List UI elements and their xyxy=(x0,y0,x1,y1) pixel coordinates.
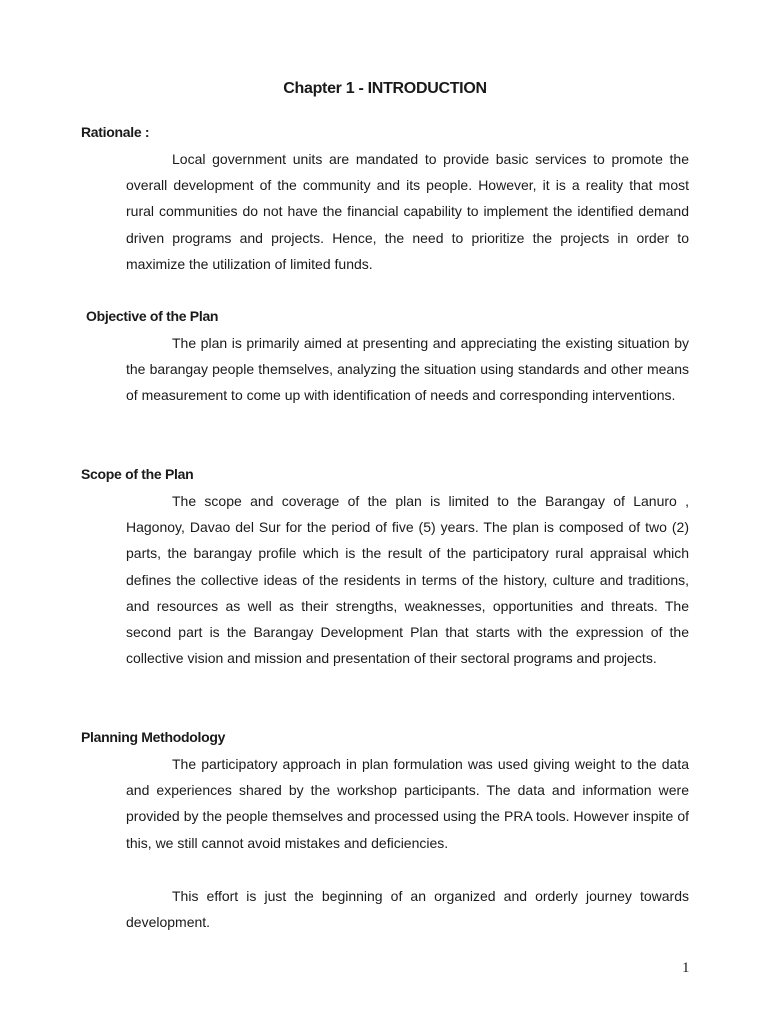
rationale-paragraph: Local government units are mandated to provide basic services to promote the overall development of the community and its people. However, it is a reality that most rural communities do not have the financial capability to implement the identified demand driven programs and projects. Hence, the need to prioritize the projects in order to maximize the utilization of limited funds. xyxy=(126,151,689,272)
section-heading-methodology: Planning Methodology xyxy=(81,729,226,745)
section-heading-rationale: Rationale : xyxy=(81,124,150,140)
objective-paragraph: The plan is primarily aimed at presenting and appreciating the existing situation by the barangay people themselves, analyzing the situation using standards and other means of measurement to come up with identification of needs and corresponding interventions. xyxy=(126,335,689,404)
methodology-paragraph: The participatory approach in plan formulation was used giving weight to the data and experiences shared by the workshop participants. The data and information were provided by the people themselves and processed using the PRA tools. However inspite of this, we still cannot avoid mistakes and deficiencies. xyxy=(126,756,689,851)
closing-paragraph: This effort is just the beginning of an organized and orderly journey towards development. xyxy=(126,888,689,931)
chapter-title: Chapter 1 - INTRODUCTION xyxy=(283,80,487,97)
page-number: 1 xyxy=(682,960,690,976)
section-heading-objective: Objective of the Plan xyxy=(86,308,219,324)
section-heading-scope: Scope of the Plan xyxy=(81,466,194,482)
scope-paragraph: The scope and coverage of the plan is limited to the Barangay of Lanuro , Hagonoy, Davao del Sur for the period of five (5) years. The plan is composed of two (2) parts, the barangay profile which is the result of the participatory rural appraisal which defines the collective ideas of the residents in terms of the history, culture and traditions, and resources as well as their strengths, weaknesses, opportunities and threats. The second part is the Barangay Development Plan that starts with the expression of the collective vision and mission and presentation of their sectoral programs and projects. xyxy=(126,493,689,667)
